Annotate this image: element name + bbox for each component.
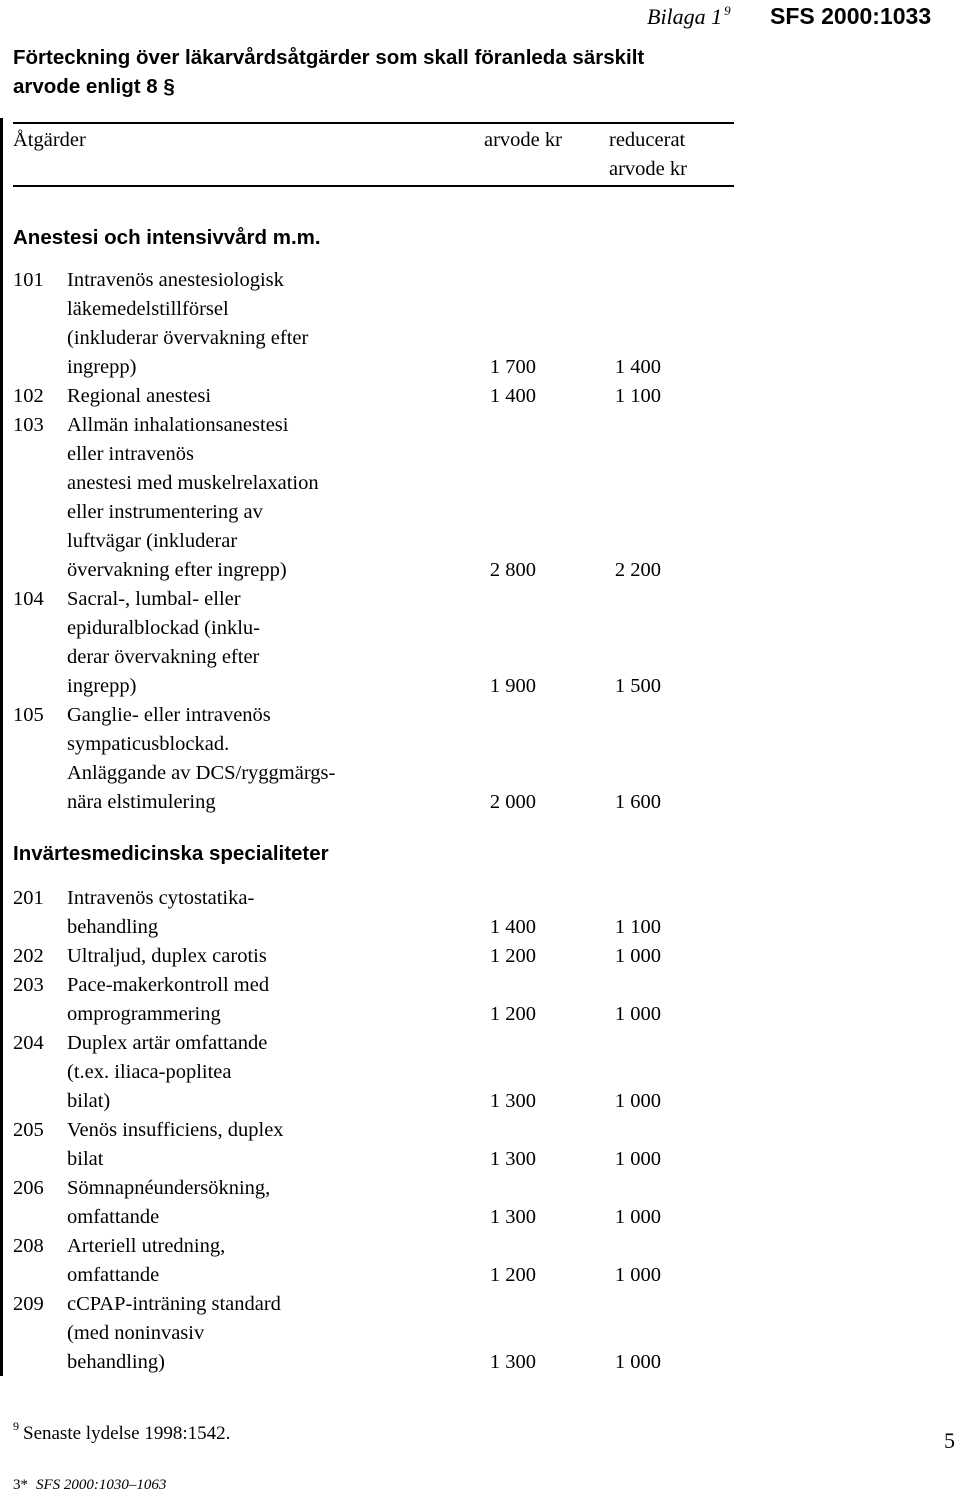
item-description-line: Intravenös cytostatika- <box>67 887 255 909</box>
item-reduced-fee: 1 000 <box>614 1148 661 1170</box>
item-description-line: omfattande <box>67 1264 160 1286</box>
sfs-number: SFS 2000:1033 <box>770 3 932 29</box>
item-fee: 1 900 <box>489 675 536 697</box>
item-description-line: (med noninvasiv <box>67 1322 205 1344</box>
item-fee: 1 200 <box>489 1264 536 1286</box>
page-title-line: arvode enligt 8 § <box>13 75 175 98</box>
item-reduced-fee: 2 200 <box>614 559 661 581</box>
item-fee: 1 300 <box>489 1090 536 1112</box>
item-code: 201 <box>13 887 44 909</box>
item-description-line: (t.ex. iliaca-poplitea <box>67 1061 232 1083</box>
item-description-line: epiduralblockad (inklu- <box>67 617 260 639</box>
item-description <box>67 382 211 411</box>
item-code: 203 <box>13 974 44 996</box>
anesthesia-list <box>0 266 740 817</box>
item-reduced-fee: 1 100 <box>614 916 661 938</box>
table-header-rule <box>13 185 734 187</box>
page-number: 5 <box>944 1428 955 1453</box>
item-description-line: derar övervakning efter <box>67 646 260 668</box>
item-description-line: Duplex artär omfattande <box>67 1032 268 1054</box>
item-description-line: sympaticusblockad. <box>67 733 230 755</box>
item-fee: 2 800 <box>489 559 536 581</box>
item-reduced-fee: 1 400 <box>614 356 661 378</box>
item-description-line: Intravenös anestesiologisk <box>67 269 284 291</box>
item-fee: 1 300 <box>489 1206 536 1228</box>
item-description-line: Regional anestesi <box>67 385 212 407</box>
list-item <box>0 1290 740 1377</box>
item-description-line: luftvägar (inkluderar <box>67 530 238 552</box>
column-header-reduced: reducerat arvode kr <box>609 129 687 180</box>
item-code: 101 <box>13 269 44 291</box>
item-reduced-fee: 1 000 <box>614 1206 661 1228</box>
list-item <box>0 1174 740 1232</box>
item-code: 202 <box>13 945 44 967</box>
item-description-line: Sömnapnéundersökning, <box>67 1177 271 1199</box>
item-fee: 1 700 <box>489 356 536 378</box>
item-reduced-fee: 1 100 <box>614 385 661 407</box>
item-description-line: Anläggande av DCS/ryggmärgs- <box>67 762 336 784</box>
item-description-line: bilat <box>67 1148 104 1170</box>
footnote-text: Senaste lydelse 1998:1542. <box>23 1423 231 1444</box>
appendix-label: Bilaga 1 $^9$ <box>647 3 731 29</box>
list-item <box>0 1029 740 1116</box>
item-description-line: Ultraljud, duplex carotis <box>67 945 267 967</box>
item-fee: 1 200 <box>489 1003 536 1025</box>
item-description-line: ingrepp) <box>67 356 137 378</box>
section-title-internal-medicine: Invärtesmedicinska specialiteter <box>13 842 329 865</box>
item-code: 205 <box>13 1119 44 1141</box>
list-item <box>0 266 740 382</box>
item-reduced-fee: 1 000 <box>614 1003 661 1025</box>
item-description-line: eller instrumentering av <box>67 501 263 523</box>
item-reduced-fee: 1 000 <box>614 1351 661 1373</box>
appendix-footnote-ref: 9 <box>724 3 731 18</box>
item-description-line: Ganglie- eller intravenös <box>67 704 271 726</box>
item-description-line: Pace-makerkontroll med <box>67 974 270 996</box>
item-description <box>67 1116 284 1174</box>
item-description <box>67 266 308 382</box>
list-item <box>0 971 740 1029</box>
item-code: 104 <box>13 588 44 610</box>
list-item <box>0 701 740 817</box>
item-reduced-fee: 1 000 <box>614 1090 661 1112</box>
footnote <box>13 1419 230 1445</box>
item-reduced-fee: 1 000 <box>614 945 661 967</box>
item-description-line: omfattande <box>67 1206 160 1228</box>
item-description-line: nära elstimulering <box>67 791 216 813</box>
item-fee: 1 300 <box>489 1351 536 1373</box>
item-description <box>67 971 269 1029</box>
item-code: 209 <box>13 1293 44 1315</box>
item-description <box>67 1232 225 1290</box>
item-description <box>67 1290 281 1377</box>
item-fee: 1 300 <box>489 1148 536 1170</box>
item-description-line: bilat) <box>67 1090 111 1112</box>
item-description-line: anestesi med muskelrelaxation <box>67 472 319 494</box>
item-code: 204 <box>13 1032 44 1054</box>
item-description <box>67 1029 267 1116</box>
item-description-line: Venös insufficiens, duplex <box>67 1119 284 1141</box>
item-reduced-fee: 1 000 <box>614 1264 661 1286</box>
bottom-reference: 3* SFS 2000:1030–1063 <box>13 1477 167 1493</box>
item-code: 102 <box>13 385 44 407</box>
table-top-rule <box>13 122 734 124</box>
item-description <box>67 701 335 817</box>
item-description-line: cCPAP-inträning standard <box>67 1293 281 1315</box>
list-item <box>0 1116 740 1174</box>
column-header-fee: arvode kr <box>484 129 562 151</box>
item-description <box>67 411 319 585</box>
item-description-line: ingrepp) <box>67 675 137 697</box>
item-description-line: behandling <box>67 916 159 938</box>
item-description-line: Allmän inhalationsanestesi <box>67 414 289 436</box>
item-fee: 1 400 <box>489 916 536 938</box>
item-description-line: Sacral-, lumbal- eller <box>67 588 241 610</box>
item-code: 206 <box>13 1177 44 1199</box>
item-fee: 1 200 <box>489 945 536 967</box>
footnote-marker: 9 <box>13 1419 19 1433</box>
item-description <box>67 1174 270 1232</box>
section-title-anesthesia: Anestesi och intensivvård m.m. <box>13 226 321 249</box>
list-item <box>0 585 740 701</box>
list-item <box>0 942 740 971</box>
list-item <box>0 884 740 942</box>
page-title <box>13 43 713 101</box>
item-description-line: läkemedelstillförsel <box>67 298 229 320</box>
column-header-measures: Åtgärder <box>13 129 86 151</box>
item-code: 103 <box>13 414 44 436</box>
item-description <box>67 884 254 942</box>
list-item <box>0 382 740 411</box>
list-item <box>0 1232 740 1290</box>
item-description-line: övervakning efter ingrepp) <box>67 559 287 581</box>
item-code: 105 <box>13 704 44 726</box>
item-description-line: omprogrammering <box>67 1003 221 1025</box>
internal-medicine-list <box>0 884 740 1377</box>
item-description <box>67 585 260 701</box>
item-reduced-fee: 1 600 <box>614 791 661 813</box>
item-description-line: (inkluderar övervakning efter <box>67 327 309 349</box>
page-title-line: Förteckning över läkarvårdsåtgärder som skall föranleda särskilt <box>13 46 645 69</box>
item-code: 208 <box>13 1235 44 1257</box>
list-item <box>0 411 740 585</box>
item-description-line: behandling) <box>67 1351 165 1373</box>
item-fee: 1 400 <box>489 385 536 407</box>
item-description-line: eller intravenös <box>67 443 194 465</box>
item-description-line: Arteriell utredning, <box>67 1235 226 1257</box>
item-fee: 2 000 <box>489 791 536 813</box>
item-description <box>67 942 267 971</box>
item-reduced-fee: 1 500 <box>614 675 661 697</box>
